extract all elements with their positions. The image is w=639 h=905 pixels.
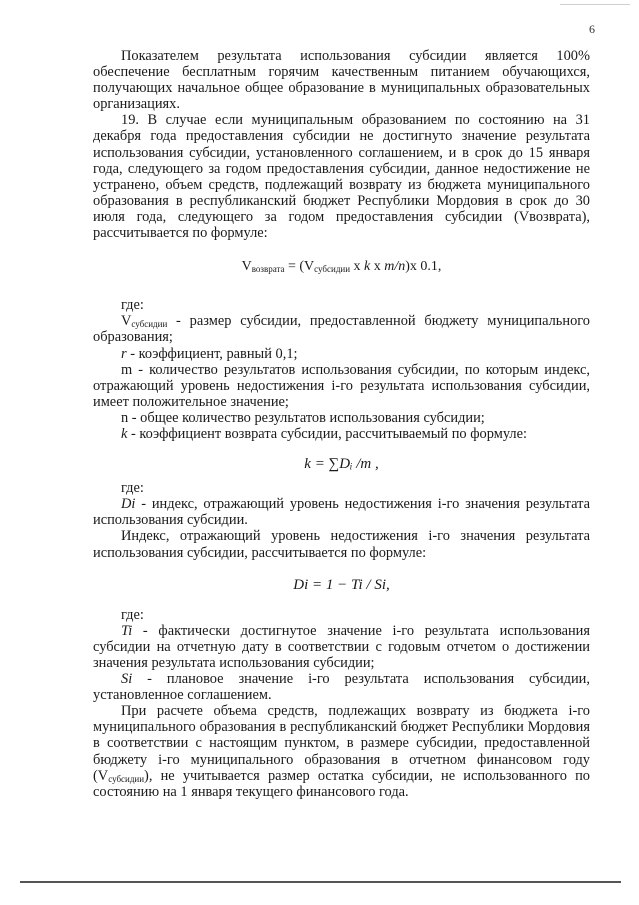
page-number: 6: [589, 22, 595, 36]
paragraph-index: Индекс, отражающий уровень недостижения i-го значения результата использования субсидии, рассчитывается по формуле:: [93, 528, 590, 561]
formula-k: k = ∑Dᵢ /m ,: [304, 456, 379, 473]
formula-mn: m/n: [384, 259, 406, 275]
scan-bottom-line: [20, 881, 621, 883]
def-ti-symbol: Ti: [121, 622, 133, 639]
formula-tail: )x 0.1,: [405, 259, 442, 275]
formula-x1: x: [350, 259, 365, 275]
paragraph-19: 19. В случае если муниципальным образованием по состоянию на 31 декабря года предоставления субсидии не достигнуто значение результата использования субсидии, установленного соглашением, и в срок до 15 января года, следующего за годом предоставления субсидии, данное недостижение не устранено, объем средств, подлежащий возврату из бюджета муниципального образования в республиканский бюджет Республики Мордовия в срок до 30 июля года, следующего за годом предоставления субсидии (Vвозврата), рассчитывается по формуле:: [93, 112, 590, 242]
def-di-symbol: Di: [121, 496, 136, 513]
final-pre: При расчете объема средств, подлежащих возврату из бюджета i-го муниципального образования в республиканский бюджет Республики Мордовия в соответствии с настоящим пунктом, в размере субсидии, предоставленной бюджету i-го муниципального образования в отчетном финансовом году (V: [93, 703, 590, 784]
where-label-2: где:: [121, 480, 144, 497]
def-ti-text: - фактически достигнутое значение i-го результата использования субсидии на отчетную дату в соответствии с годовым отчетом о достижении значения результата использования субсидии;: [93, 622, 590, 671]
def-si-text: - плановое значение i-го результата использования субсидии, установленное соглашением.: [93, 671, 590, 704]
def-k-symbol: k: [121, 425, 128, 442]
formula-v-sub: возврата: [251, 264, 285, 275]
definition-r: [93, 346, 590, 362]
formula-di: Di = 1 − Ti / Si,: [293, 576, 390, 593]
formula-s-sub: субсидии: [314, 264, 351, 275]
document-body: [93, 48, 590, 800]
def-r-text: - коэффициент, равный 0,1;: [126, 345, 298, 362]
definition-k: [93, 426, 590, 442]
def-di-text: - индекс, отражающий уровень недостижения i-го значения результата использования субсидии.: [93, 496, 590, 529]
paragraph-result-indicator: Показателем результата использования субсидии является 100% обеспечение бесплатным горячим качественным питанием обучающихся, получающих начальное общее образование в муниципальных образовательных организациях.: [93, 48, 590, 113]
paragraph-final: [93, 703, 590, 800]
definition-v-subsidy: [93, 313, 590, 345]
formula-return-volume: [93, 259, 590, 275]
where-label-3: где:: [121, 606, 144, 623]
definition-di: [93, 496, 590, 528]
formula-eq: = (V: [284, 259, 315, 275]
formula-k: k: [364, 259, 371, 275]
final-post: ), не учитывается размер остатка субсидии, не использованного по состоянию на 1 января текущего финансового года.: [93, 767, 590, 800]
def-v-sub: субсидии: [131, 319, 168, 330]
where-label: где:: [121, 297, 144, 314]
def-v-symbol: V: [121, 313, 132, 330]
definition-n: n - общее количество результатов использования субсидии;: [121, 409, 485, 426]
def-k-text: - коэффициент возврата субсидии, рассчитываемый по формуле:: [127, 425, 527, 442]
formula-v: V: [241, 259, 252, 275]
def-v-text: - размер субсидии, предоставленной бюджету муниципального образования;: [93, 313, 590, 346]
definition-m: m - количество результатов использования субсидии, по которым индекс, отражающий уровень недостижения i-го результата использования субсидии, имеет положительное значение;: [93, 361, 590, 410]
def-si-symbol: Si: [121, 671, 133, 688]
final-sub: субсидии: [108, 773, 145, 784]
scan-artifact: [560, 4, 630, 5]
definition-si: [93, 671, 590, 703]
formula-x2: x: [370, 259, 385, 275]
def-r-symbol: r: [121, 345, 127, 362]
definition-ti: [93, 623, 590, 671]
